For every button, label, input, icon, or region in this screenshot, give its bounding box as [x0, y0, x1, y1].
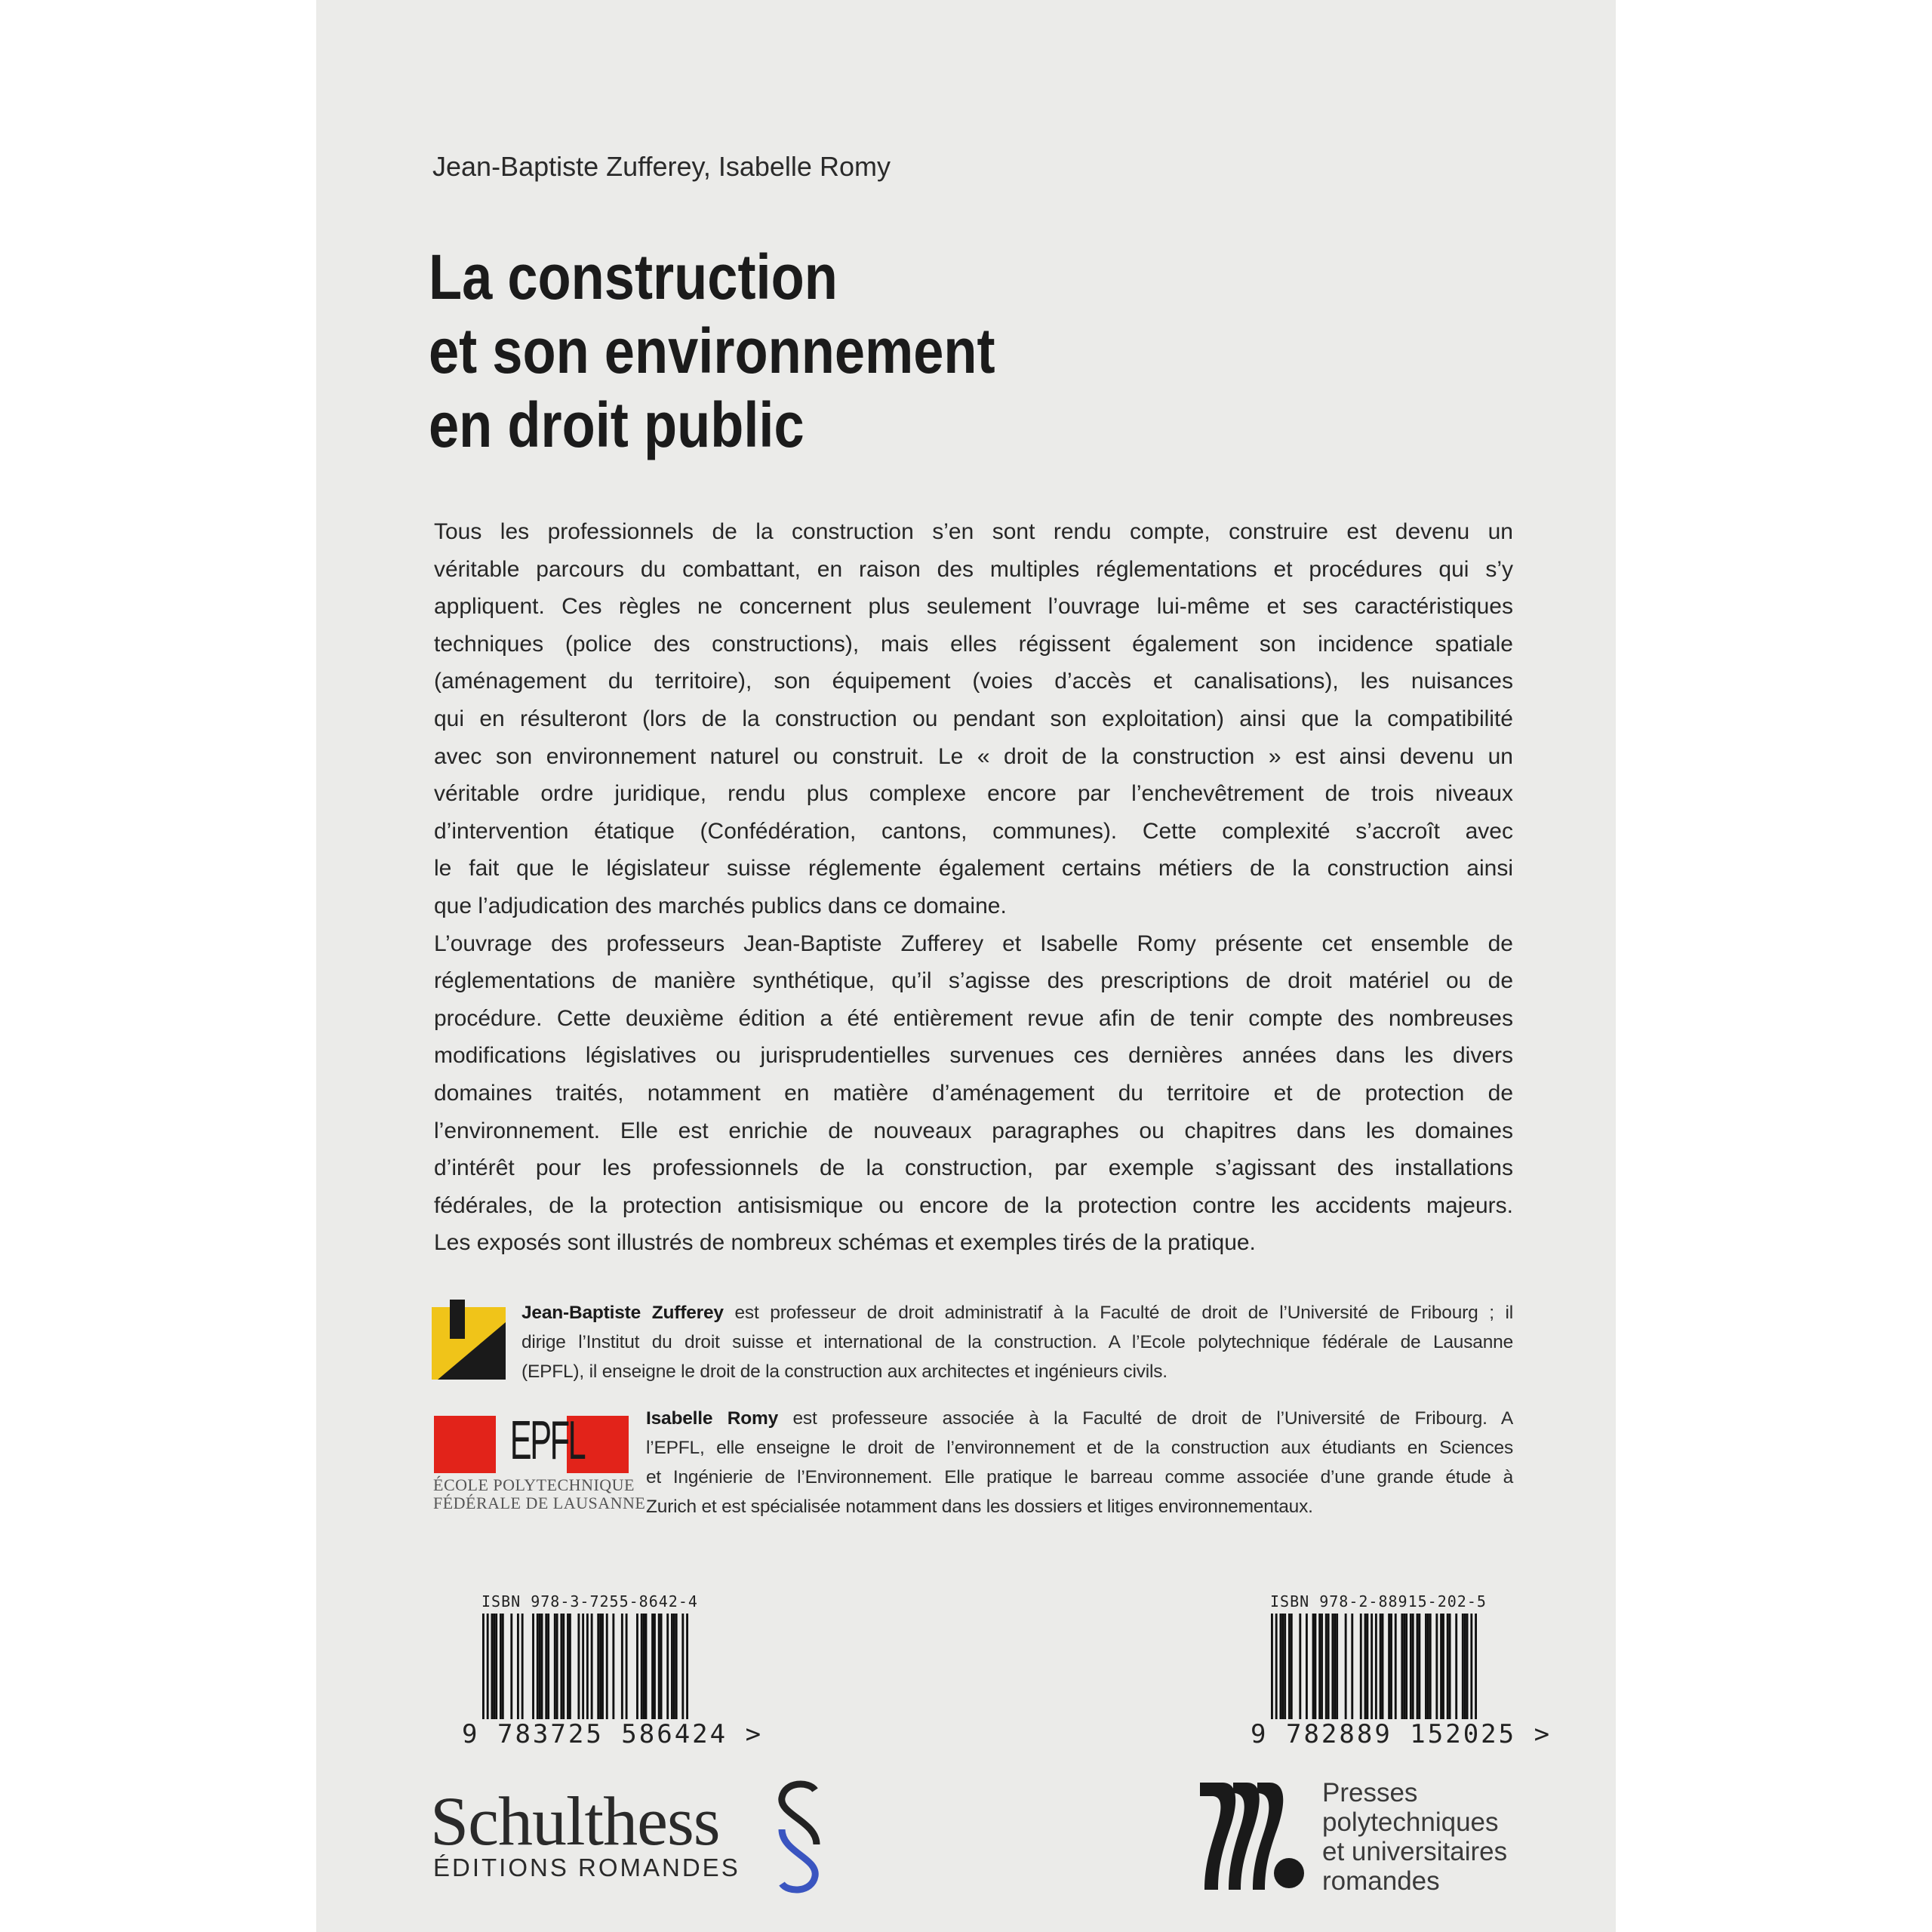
barcode-bar [1401, 1614, 1403, 1719]
barcode-schulthess [462, 1592, 764, 1749]
barcode-bar [1325, 1614, 1327, 1719]
bio-line: (EPFL), il enseigne le droit de la construction aux architectes et ingénieurs civils. [521, 1361, 1168, 1382]
barcode-bar [1284, 1614, 1286, 1719]
bio-text: est professeur de droit administratif à la Faculté de droit de l’Université de Fribourg ; il [723, 1303, 1513, 1323]
barcode-bar [554, 1614, 556, 1719]
barcode-bar [1334, 1614, 1336, 1719]
barcode-bar [1403, 1614, 1405, 1719]
barcode-bar [612, 1614, 614, 1719]
barcode-bar [582, 1614, 584, 1719]
book-title [429, 240, 995, 462]
blurb-line: (aménagement du territoire), son équipement (voies d’accès et canalisations), les nuisances [434, 669, 1513, 694]
blurb-text [434, 513, 1513, 1262]
bio-line: Zurich et est spécialisée notamment dans les dossiers et litiges environnementaux. [646, 1497, 1313, 1517]
ppur-line: et universitaires [1322, 1837, 1508, 1866]
barcode-bar [654, 1614, 656, 1719]
blurb-line: véritable parcours du combattant, en raison des multiples réglementations et procédures qui s’y [434, 556, 1513, 582]
blurb-line: modifications législatives ou jurisprudentielles survenues ces dernières années dans les divers [434, 1043, 1513, 1069]
barcode-bar [1351, 1614, 1353, 1719]
schulthess-logo-text: Schulthess [430, 1783, 720, 1860]
blurb-line: domaines traités, notamment en matière d’aménagement du territoire et de protection de [434, 1080, 1513, 1106]
bio-romy [646, 1404, 1513, 1521]
ppur-line: polytechniques [1322, 1807, 1499, 1837]
barcode-bar [1382, 1614, 1384, 1719]
blurb-line: d’intervention étatique (Confédération, cantons, communes). Cette complexité s’accroît avec [434, 818, 1513, 844]
barcode-bar [1314, 1614, 1316, 1719]
blurb-line: l’environnement. Elle est enrichie de nouveaux paragraphes ou chapitres dans les domaines [434, 1118, 1513, 1143]
barcode-bar [510, 1614, 512, 1719]
blurb-line: véritable ordre juridique, rendu plus complexe encore par l’enchevêtrement de trois niveaux [434, 781, 1513, 807]
barcode-bar [1360, 1614, 1362, 1719]
barcode-bar [539, 1614, 541, 1719]
barcode-bar [562, 1614, 565, 1719]
barcode-bar [1312, 1614, 1315, 1719]
barcode-bar [502, 1614, 504, 1719]
barcode-bar [1281, 1614, 1284, 1719]
barcode-bars [1271, 1614, 1477, 1719]
blurb-line: procédure. Cette deuxième édition a été entièrement revue afin de tenir compte des nombreuses [434, 1005, 1513, 1031]
isbn-label: ISBN 978-2-88915-202-5 [1270, 1592, 1487, 1611]
barcode-bar [487, 1614, 489, 1719]
ppur-line: romandes [1322, 1866, 1440, 1896]
barcode-bar [541, 1614, 543, 1719]
barcode-bar [560, 1614, 562, 1719]
bio-line: l’EPFL, elle enseigne le droit de l’environnement et de la construction aux étudiants en Sciences [646, 1438, 1513, 1458]
barcode-bar [556, 1614, 558, 1719]
barcode-bar [1470, 1614, 1472, 1719]
ppur-line: Presses [1322, 1778, 1418, 1807]
barcode-bar [577, 1614, 580, 1719]
barcode-bar [606, 1614, 608, 1719]
barcode-bar [1375, 1614, 1377, 1719]
barcode-bar [1435, 1614, 1438, 1719]
title-line: et son environnement [429, 315, 995, 386]
barcode-bar [1327, 1614, 1330, 1719]
barcode-bar [1412, 1614, 1414, 1719]
barcode-bar [636, 1614, 638, 1719]
barcode-bar [651, 1614, 654, 1719]
barcode-bar [601, 1614, 604, 1719]
barcode-bar [643, 1614, 645, 1719]
barcode-bar [660, 1614, 663, 1719]
barcode-bar [1380, 1614, 1382, 1719]
barcode-bar [1429, 1614, 1432, 1719]
barcode-bar [597, 1614, 599, 1719]
barcode-bar [658, 1614, 660, 1719]
barcode-bar [521, 1614, 524, 1719]
barcode-bar [1462, 1614, 1464, 1719]
blurb-line: d’intérêt pour les professionnels de la construction, par exemple s’agissant des installations [434, 1155, 1513, 1181]
barcode-bar [547, 1614, 549, 1719]
isbn-label: ISBN 978-3-7255-8642-4 [481, 1592, 698, 1611]
barcode-bar [1390, 1614, 1392, 1719]
barcode-bar [532, 1614, 534, 1719]
barcode-bar [1425, 1614, 1427, 1719]
ppur-logo-text [1322, 1778, 1507, 1896]
barcode-bars [482, 1614, 688, 1719]
ppur-logo-icon [1200, 1783, 1307, 1890]
barcode-bar [1455, 1614, 1457, 1719]
barcode-bar [1321, 1614, 1323, 1719]
barcode-bar [1418, 1614, 1420, 1719]
epfl-logo-text: EPFL [509, 1411, 585, 1471]
barcode-bar [645, 1614, 648, 1719]
ean-number: 9 783725 586424 > [462, 1719, 764, 1749]
barcode-bar [500, 1614, 502, 1719]
blurb-line: Les exposés sont illustrés de nombreux schémas et exemples tirés de la pratique. [434, 1230, 1256, 1256]
epfl-logo [434, 1411, 629, 1473]
barcode-bar [545, 1614, 547, 1719]
barcode-bar [1440, 1614, 1442, 1719]
barcode-bar [1475, 1614, 1477, 1719]
barcode-bar [1291, 1614, 1293, 1719]
barcode-bar [517, 1614, 519, 1719]
bio-name: Isabelle Romy [646, 1408, 779, 1429]
blurb-line: avec son environnement naturel ou construit. Le « droit de la construction » est ainsi devenu un [434, 743, 1513, 769]
blurb-line: qui en résulteront (lors de la construction ou pendant son exploitation) ainsi que la compatibilité [434, 706, 1513, 731]
barcode-ppur [1251, 1592, 1552, 1749]
barcode-bar [686, 1614, 688, 1719]
barcode-bar [1275, 1614, 1278, 1719]
barcode-bar [675, 1614, 678, 1719]
barcode-bar [1449, 1614, 1451, 1719]
barcode-bar [1336, 1614, 1338, 1719]
schulthess-subtitle: ÉDITIONS ROMANDES [433, 1854, 740, 1881]
barcode-bar [591, 1614, 593, 1719]
blurb-line: L’ouvrage des professeurs Jean-Baptiste Zufferey et Isabelle Romy présente cet ensemble de [434, 931, 1513, 956]
barcode-bar [1306, 1614, 1308, 1719]
blurb-line: le fait que le législateur suisse réglemente également certains métiers de la construction ainsi [434, 856, 1513, 881]
barcode-bar [599, 1614, 601, 1719]
bio-line [521, 1298, 1513, 1327]
barcode-bar [1447, 1614, 1449, 1719]
paragraph-symbol-icon [771, 1780, 826, 1894]
barcode-bar [621, 1614, 623, 1719]
barcode-bar [586, 1614, 589, 1719]
title-line: en droit public [429, 389, 804, 460]
bio-zufferey [521, 1298, 1513, 1386]
barcode-bar [1466, 1614, 1469, 1719]
blurb-line: fédérales, de la protection antisismique ou encore de la protection contre les accidents majeurs. [434, 1192, 1513, 1218]
barcode-bar [626, 1614, 628, 1719]
barcode-bar [493, 1614, 495, 1719]
barcode-bar [681, 1614, 684, 1719]
epfl-sub-line: ÉCOLE POLYTECHNIQUE [433, 1475, 635, 1494]
barcode-bar [569, 1614, 571, 1719]
barcode-bar [671, 1614, 673, 1719]
barcode-bar [1395, 1614, 1397, 1719]
barcode-bar [1364, 1614, 1367, 1719]
barcode-bar [1464, 1614, 1466, 1719]
blurb-line: réglementations de manière synthétique, qu’il s’agisse des prescriptions de droit matériel ou de [434, 968, 1513, 994]
barcode-bar [567, 1614, 569, 1719]
barcode-bar [495, 1614, 497, 1719]
barcode-bar [1345, 1614, 1347, 1719]
title-line: La construction [429, 242, 838, 312]
barcode-bar [1271, 1614, 1273, 1719]
barcode-bar [1405, 1614, 1407, 1719]
bio-name: Jean-Baptiste Zufferey [521, 1303, 724, 1323]
barcode-bar [1371, 1614, 1373, 1719]
bio-line: et Ingénierie de l’Environnement. Elle pratique le barreau comme associée d’une grande étude à [646, 1467, 1513, 1487]
barcode-bar [482, 1614, 485, 1719]
barcode-bar [1288, 1614, 1291, 1719]
barcode-bar [1279, 1614, 1281, 1719]
authors: Jean-Baptiste Zufferey, Isabelle Romy [432, 151, 891, 182]
barcode-bar [1410, 1614, 1412, 1719]
ean-number: 9 782889 152025 > [1251, 1719, 1552, 1749]
barcode-bar [1299, 1614, 1301, 1719]
barcode-bar [1388, 1614, 1390, 1719]
blurb-line: que l’adjudication des marchés publics dans ce domaine. [434, 893, 1007, 918]
blurb-line: appliquent. Ces règles ne concernent plus seulement l’ouvrage lui-même et ses caractéristiques [434, 594, 1513, 620]
barcode-bar [1366, 1614, 1368, 1719]
blurb-line: techniques (police des constructions), mais elles régissent également son incidence spatiale [434, 631, 1513, 657]
institute-construction-logo-icon [432, 1300, 507, 1381]
barcode-bar [1417, 1614, 1419, 1719]
barcode-bar [1331, 1614, 1334, 1719]
barcode-bar [641, 1614, 643, 1719]
barcode-bar [1427, 1614, 1429, 1719]
barcode-bar [491, 1614, 493, 1719]
bio-line: dirige l’Institut du droit suisse et international de la construction. A l’Ecole polytechnique fédérale de Lausanne [521, 1332, 1513, 1352]
barcode-bar [666, 1614, 669, 1719]
blurb-line: Tous les professionnels de la construction s’en sont rendu compte, construire est devenu un [434, 519, 1513, 544]
epfl-subtitle [433, 1476, 645, 1512]
barcode-bar [1318, 1614, 1321, 1719]
epfl-sub-line: FÉDÉRALE DE LAUSANNE [433, 1494, 646, 1512]
bio-line [646, 1404, 1513, 1433]
barcode-bar [537, 1614, 539, 1719]
bio-text: est professeure associée à la Faculté de droit de l’Université de Fribourg. A [778, 1408, 1513, 1429]
barcode-bar [1442, 1614, 1444, 1719]
barcode-bar [673, 1614, 675, 1719]
